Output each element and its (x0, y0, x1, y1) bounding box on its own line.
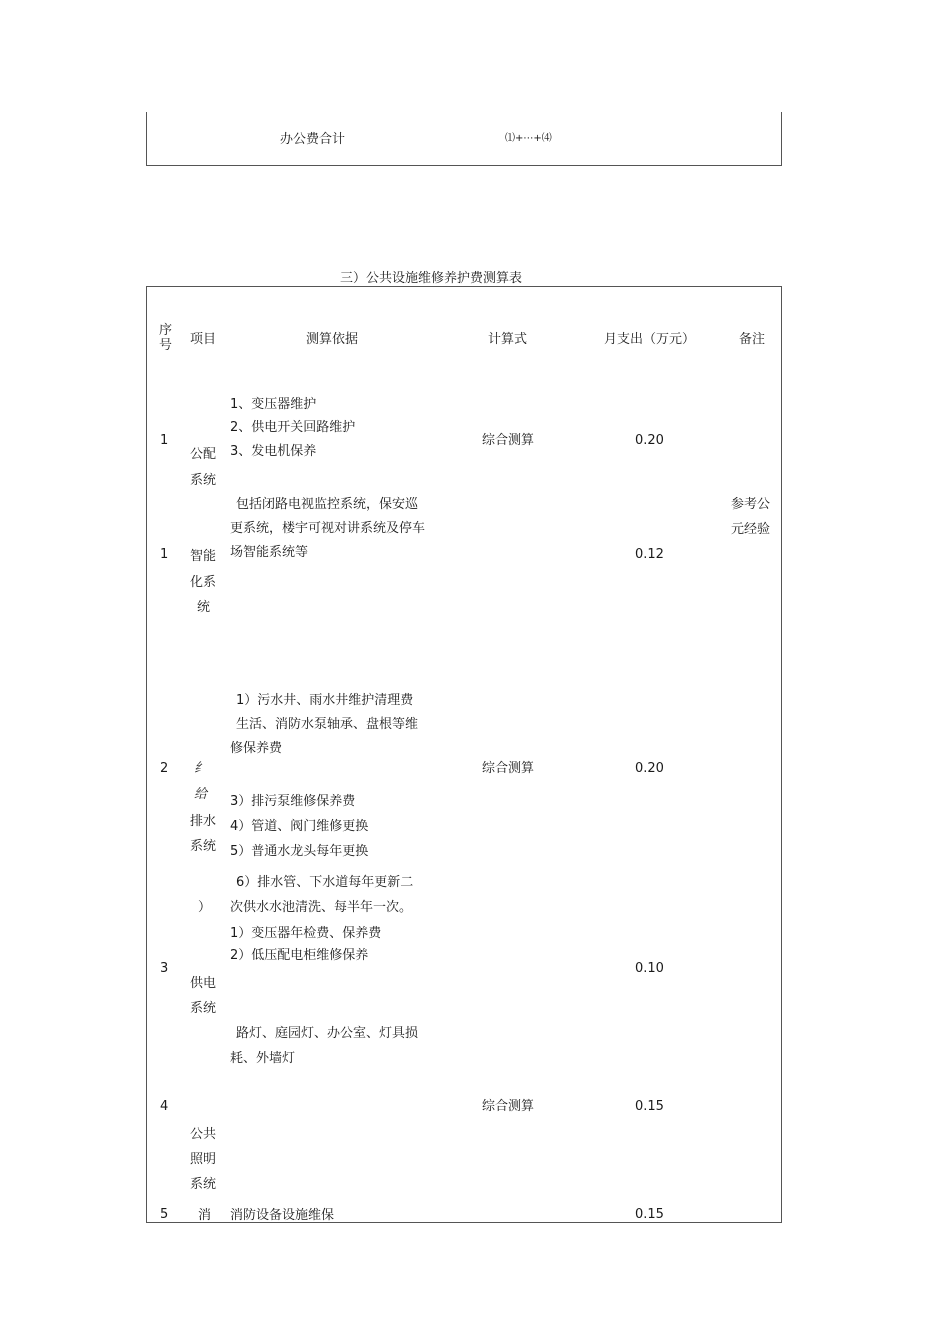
row2-basis-line: 5）普通水龙头每年更换 (230, 844, 369, 859)
row3-value: 0.10 (635, 961, 664, 976)
row2-formula: 综合测算 (482, 761, 535, 776)
row4-item-line2: 照明 (190, 1152, 217, 1167)
row1b-basis-line: 包括闭路电视监控系统，保安巡 (236, 497, 419, 512)
row1b-item-line3: 统 (197, 600, 211, 615)
header-seq: 序号 (159, 323, 173, 353)
row2-basis-line: 6）排水管、下水道每年更新二 (236, 875, 414, 890)
office-fee-total-formula: ⑴+⋯+⑷ (505, 133, 552, 144)
row1-item-line2: 系统 (190, 473, 217, 488)
row2-item-line3: 排水 (190, 814, 217, 829)
row4-item-line1: 公共 (190, 1127, 217, 1142)
row1b-value: 0.12 (635, 547, 664, 562)
header-monthly: 月支出（万元） (604, 332, 696, 347)
row3-basis-line: 1）变压器年检费、保养费 (230, 926, 382, 941)
header-basis: 测算依据 (306, 332, 359, 347)
row1b-item-line2: 化系 (190, 575, 217, 590)
row3-item-line2: 系统 (190, 1001, 217, 1016)
row4-seq: 4 (160, 1099, 169, 1114)
row2-value: 0.20 (635, 761, 664, 776)
row5-item-line1: 消 (198, 1208, 212, 1223)
row1b-remark-line2: 元经验 (731, 522, 771, 537)
top-table (146, 112, 782, 166)
row2-basis-line: 生活、消防水泵轴承、盘根等维 (236, 717, 419, 732)
row1-basis-line: 3、发电机保养 (230, 444, 317, 459)
row2-basis-line: 次供水水池清洗、每半年一次。 (230, 900, 413, 915)
row2-item-line4: 系统 (190, 839, 217, 854)
row4-formula: 综合测算 (482, 1099, 535, 1114)
row2-item-line2: 给 (194, 787, 208, 802)
row2-seq: 2 (160, 761, 169, 776)
row5-basis-line: 消防设备设施维保 (230, 1208, 335, 1223)
row1-seq: 1 (160, 433, 169, 448)
row2-item-line1: 纟 (194, 761, 208, 776)
row3-seq: 3 (160, 961, 169, 976)
row1b-seq: 1 (160, 547, 169, 562)
row1b-item-line1: 智能 (190, 549, 217, 564)
row1-basis-line: 2、供电开关回路维护 (230, 420, 356, 435)
row2-basis-line: 修保养费 (230, 741, 283, 756)
row1b-basis-line: 场智能系统等 (230, 545, 309, 560)
row1-value: 0.20 (635, 433, 664, 448)
office-fee-total-label: 办公费合计 (280, 132, 346, 147)
row1-item-line1: 公配 (190, 447, 217, 462)
row2-basis-line: 3）排污泵维修保养费 (230, 794, 356, 809)
header-formula: 计算式 (488, 332, 528, 347)
row1b-basis-line: 更系统，楼宇可视对讲系统及停车 (230, 521, 426, 536)
row3-basis-line: 路灯、庭园灯、办公室、灯具损 (236, 1026, 419, 1041)
row2-item-line5: ） (198, 900, 212, 915)
row4-value: 0.15 (635, 1099, 664, 1114)
header-item: 项目 (190, 332, 217, 347)
row2-basis-line: 4）管道、阀门维修更换 (230, 819, 369, 834)
row2-basis-line: 1）污水井、雨水井维护清理费 (236, 693, 414, 708)
row1-basis-line: 1、变压器维护 (230, 397, 317, 412)
row1-formula: 综合测算 (482, 433, 535, 448)
section-title: 三）公共设施维修养护费测算表 (340, 271, 523, 286)
row1b-remark-line1: 参考公 (731, 497, 771, 512)
row5-value: 0.15 (635, 1207, 664, 1222)
row3-item-line1: 供电 (190, 976, 217, 991)
header-remark: 备注 (739, 332, 766, 347)
row4-item-line3: 系统 (190, 1177, 217, 1192)
row3-basis-line: 耗、外墙灯 (230, 1051, 296, 1066)
row3-basis-line: 2）低压配电柜维修保养 (230, 948, 369, 963)
row5-seq: 5 (160, 1207, 169, 1222)
